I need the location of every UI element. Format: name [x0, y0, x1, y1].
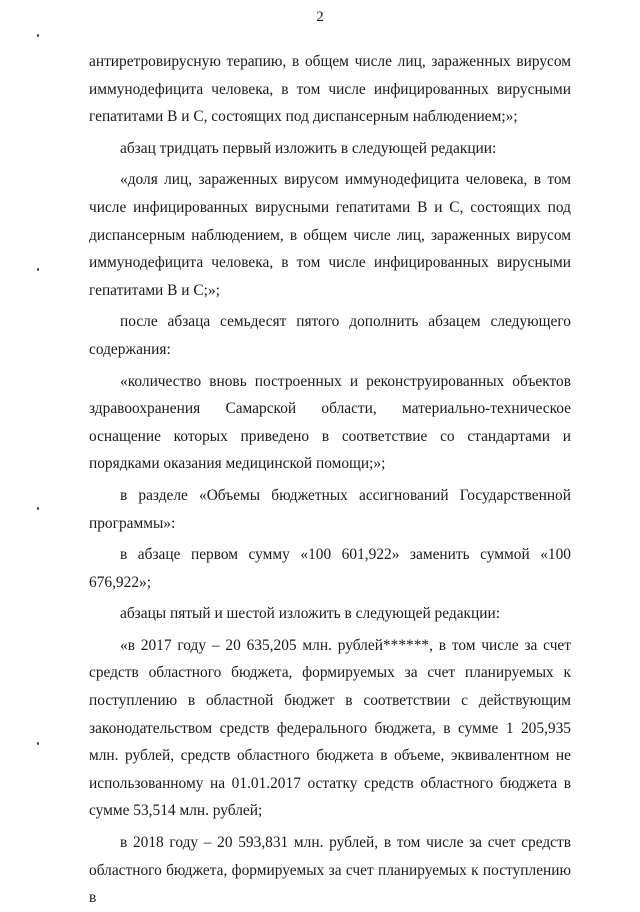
paragraph: абзац тридцать первый изложить в следующей редакции: [120, 139, 497, 157]
paragraph: «доля лиц, зараженных вирусом иммунодефицита человека, в том числе инфицированных вирусными гепатитами В и С, состоящих под диспансерным наблюдением, в общем числе лиц, зараженных вирусом иммунодефицита человека, в том числе инфицированных вирусными гепатитами В и С;»; [89, 171, 571, 299]
paragraph: «в 2017 году – 20 635,205 млн. рублей******, в том числе за счет средств областного бюджета, формируемых за счет планируемых к поступлению в областной бюджет в соответствии с действующим законодательством средств федерального бюджета, в сумме 1 205,935 млн. рублей, средств областного бюджета в объеме, эквивалентном не использованному на 01.01.2017 остатку средств областного бюджета в сумме 53,514 млн. рублей; [89, 636, 571, 820]
paragraph: после абзаца семьдесят пятого дополнить абзацем следующего содержания: [89, 313, 571, 358]
document-body [89, 48, 571, 912]
paragraph: абзацы пятый и шестой изложить в следующей редакции: [120, 605, 501, 623]
page-number: 2 [316, 9, 324, 25]
paragraph: в разделе «Объемы бюджетных ассигнований Государственной программы»: [89, 486, 571, 532]
paragraph: в 2018 году – 20 593,831 млн. рублей, в том числе за счет средств областного бюджета, формируемых за счет планируемых к поступлению в [89, 834, 571, 907]
paragraph: антиретровирусную терапию, в общем числе лиц, зараженных вирусом иммунодефицита человека, в том числе инфицированных вирусными гепатитами В и С, состоящих под диспансерным наблюдением;»; [89, 53, 571, 126]
binding-hole-mark [37, 507, 39, 510]
paragraph: в абзаце первом сумму «100 601,922» заменить суммой «100 676,922»; [89, 546, 571, 591]
binding-hole-mark [37, 742, 39, 745]
paragraph: «количество вновь построенных и реконструированных объектов здравоохранения Самарской области, материально-техническое оснащение которых приведено в соответствие со стандартами и порядками оказания медицинской помощи;»; [89, 372, 571, 473]
binding-hole-mark [37, 268, 39, 271]
binding-hole-mark [37, 34, 39, 37]
